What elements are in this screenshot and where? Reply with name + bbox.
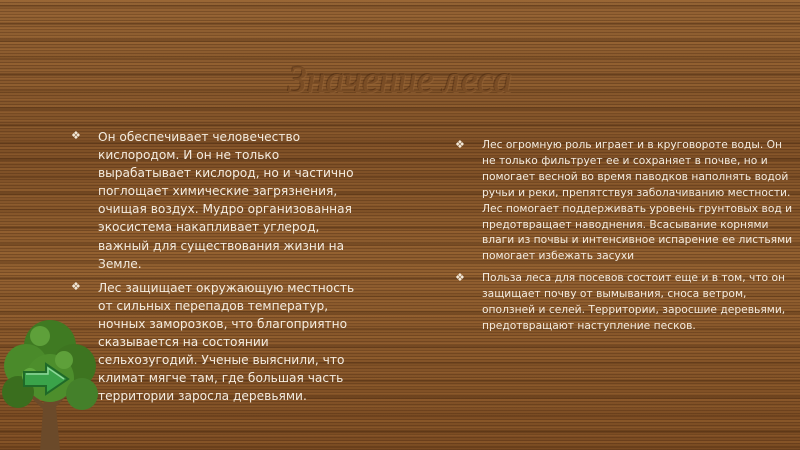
- right-arrow-icon[interactable]: [22, 362, 70, 396]
- diamond-bullet-icon: ❖: [455, 271, 465, 285]
- diamond-bullet-icon: ❖: [71, 279, 81, 293]
- paragraph-text: Польза леса для посевов состоит еще и в том, что он защищает почву от вымывания, сноса ветром, оползней и селей. Территории, заросшие деревьями, предотвращают наступление песков.: [482, 271, 786, 332]
- list-item: [68, 128, 368, 273]
- list-item: [452, 137, 797, 264]
- diamond-bullet-icon: ❖: [71, 129, 81, 142]
- left-column: [68, 128, 368, 411]
- paragraph-text: Он обеспечивает человечество кислородом. И он не только вырабатывает кислород, но и частично поглощает химические загрязнения, очищая воздух. Мудро организованная экосистема накапливает углерод, важный для существования жизни на Земле.: [98, 130, 354, 271]
- paragraph-text: Лес защищает окружающую местность от сильных перепадов температур, ночных заморозков, что благоприятно сказывается на состоянии сельхозугодий. Ученые выяснили, что климат мягче там, где большая часть территории заросла деревьями.: [98, 280, 355, 404]
- list-item: [68, 279, 368, 406]
- diamond-bullet-icon: ❖: [455, 138, 465, 151]
- right-column: [452, 137, 797, 340]
- slide-title: Значение леса: [287, 59, 513, 101]
- list-item: [452, 270, 797, 334]
- paragraph-text: Лес огромную роль играет и в круговороте воды. Он не только фильтрует ее и сохраняет в почве, но и помогает весной во время паводков наполнять водой ручьи и реки, препятствуя заболачиванию местности. Лес помогает поддерживать уровень грунтовых вод и предотвращает наводнения. Всасывание корнями влаги из почвы и интенсивное испарение ее листьями помогает избежать засухи: [482, 138, 793, 263]
